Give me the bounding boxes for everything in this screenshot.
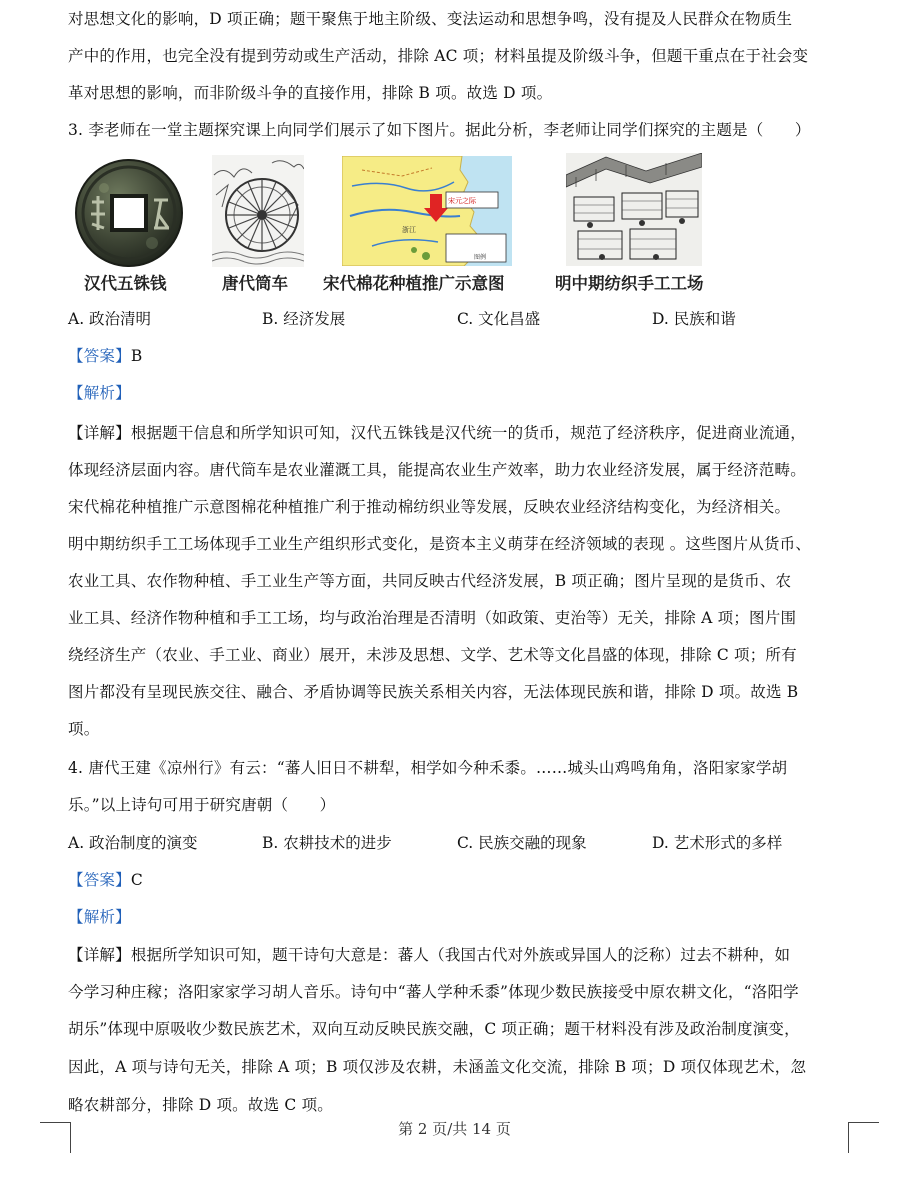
text-line: 对思想文化的影响，D 项正确；题干聚焦于地主阶级、变法运动和思想争鸣，没有提及人民群众在物质生 [68,10,793,28]
workshop-image [566,153,702,266]
detail-label: 【详解】 [68,424,131,442]
waterwheel-image [212,155,304,267]
map-image [342,156,512,266]
analysis-label: 【解析】 [68,384,131,402]
text-line: 革对思想的影响，而非阶级斗争的直接作用，排除 B 项。故选 D 项。 [68,84,553,102]
figure-caption: 唐代筒车 [222,274,288,293]
figure-caption: 汉代五铢钱 [84,274,167,293]
detail-line: 因此，A 项与诗句无关，排除 A 项；B 项仅涉及农耕，未涵盖文化交流，排除 B 项；D 项仅体现艺术，忽 [68,1058,807,1076]
answer-label: 【答案】 [68,871,131,889]
detail-line: 宋代棉花种植推广示意图棉花种植推广利于推动棉纺织业等发展，反映农业经济结构变化，为经济相关。 [68,498,791,516]
detail-line: 绕经济生产（农业、手工业、商业）展开，未涉及思想、文学、艺术等文化昌盛的体现，排除 C 项；所有 [68,646,797,664]
question-4-options [68,830,852,856]
detail-line: 明中期纺织手工工场体现手工业生产组织形式变化，是资本主义萌芽在经济领域的表现 。这些图片从货币、 [68,535,812,553]
question-4-stem: 4. 唐代王建《凉州行》有云：“蕃人旧日不耕犁，相学如今种禾黍。……城头山鸡鸣角角，洛阳家家学胡 [68,759,788,777]
answer-line [68,867,852,893]
coin-image [74,158,184,268]
answer-label: 【答案】 [68,347,131,365]
detail-line: 【详解】根据题干信息和所学知识可知，汉代五铢钱是汉代统一的货币，规范了经济秩序，促进商业流通， [68,424,806,442]
text-line: 产中的作用，也完全没有提到劳动或生产活动，排除 AC 项；材料虽提及阶级斗争，但题干重点在于社会变 [68,47,809,65]
detail-line: 项。 [68,720,100,738]
detail-line: 农业工具、农作物种植、手工业生产等方面，共同反映古代经济发展，B 项正确；图片呈现的是货币、农 [68,572,792,590]
question-3-stem: 3. 李老师在一堂主题探究课上向同学们展示了如下图片。据此分析，李老师让同学们探究的主题是（ ） [68,121,811,139]
detail-line: 【详解】根据所学知识可知，题干诗句大意是：蕃人（我国古代对外族或异国人的泛称）过去不耕种，如 [68,946,791,964]
option-d: D. 民族和谐 [652,310,736,328]
page-number: 第 2 页/共 14 页 [398,1120,511,1138]
answer-value: C [130,871,143,889]
map-legend: 图例 [474,254,487,261]
option-a: A. 政治清明 [68,310,152,328]
detail-line: 略农耕部分，排除 D 项。故选 C 项。 [68,1096,333,1114]
question-4-stem: 乐。”以上诗句可用于研究唐朝（ ） [68,796,336,814]
option-a: A. 政治制度的演变 [68,834,198,852]
figure-caption: 明中期纺织手工工场 [555,274,704,293]
detail-line: 体现经济层面内容。唐代筒车是农业灌溉工具，能提高农业生产效率，助力农业经济发展，属于经济范畴。 [68,461,806,479]
detail-line: 胡乐”体现中原吸收少数民族艺术，双向互动反映民族交融，C 项正确；题干材料没有涉及政治制度演变， [68,1020,800,1038]
detail-line: 图片都没有呈现民族交往、融合、矛盾协调等民族关系相关内容，无法体现民族和谐，排除 D 项。故选 B [68,683,799,701]
analysis-label: 【解析】 [68,908,131,926]
detail-line: 今学习种庄稼；洛阳家家学习胡人音乐。诗句中“蕃人学种禾黍”体现少数民族接受中原农耕文化，“洛阳学 [68,983,799,1001]
detail-label: 【详解】 [68,946,131,964]
answer-value: B [130,347,143,365]
figure-caption: 宋代棉花种植推广示意图 [323,274,505,293]
option-b: B. 经济发展 [262,310,346,328]
option-d: D. 艺术形式的多样 [652,834,783,852]
detail-line: 业工具、经济作物种植和手工工场，均与政治治理是否清明（如政策、吏治等）无关，排除 A 项；图片围 [68,609,797,627]
option-c: C. 文化昌盛 [457,310,541,328]
option-b: B. 农耕技术的进步 [262,834,392,852]
question-3-options [68,306,852,332]
option-c: C. 民族交融的现象 [457,834,587,852]
answer-line [68,343,852,369]
map-label-stage1: 宋元之际 [448,197,476,205]
map-label-region: 浙江 [402,226,416,234]
